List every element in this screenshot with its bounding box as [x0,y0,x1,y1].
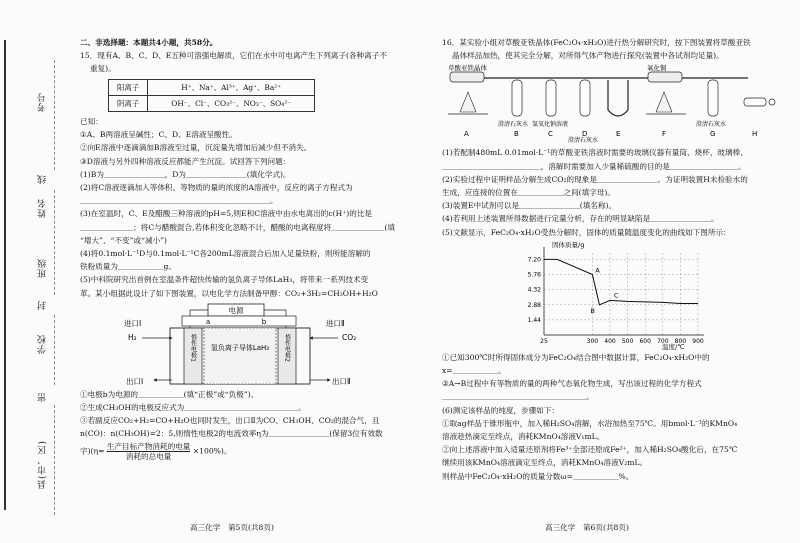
tube-b [512,80,522,116]
tube-d [580,80,590,116]
text-line: ①取ag样品于锥形瓶中，加入稀H₂SO₄溶解，水浴加热至75℃。用bmol·L⁻¹的KMnO₄ [442,418,738,428]
table-cell: 阳离子 [109,79,148,95]
heating-tube-a [450,72,484,82]
power-label: 电源 [228,305,244,315]
outlet-2-label: 出口Ⅱ [332,376,351,386]
text-line: ②向上述溶液中加入适量还原剂将Fe³⁺全部还原成Fe²⁺，加入稀H₂SO₄酸化后，在75℃ [442,445,738,455]
chart-y-tick-label: 1.44 [527,316,541,324]
terminal-a: a [205,317,211,326]
chart-annotation-b: B [590,306,595,315]
inlet-1-label: 进口Ⅰ [124,318,142,328]
chart-y-tick-label: 7.20 [527,256,541,264]
text-line: x=＿＿＿＿＿＿。 [442,366,506,376]
electrode1-label: 惰性电极1 [189,333,197,362]
section-heading: 二、非选择题：本题共4小题，共58分。 [80,38,218,47]
cut-line [54,405,55,515]
chart-xlabel: 温度/℃ [662,342,685,351]
tube-g [708,80,718,116]
conductor-layer [204,328,276,384]
chart-x-tick-label: 500 [621,337,634,345]
text-line: ②向E溶液中逐滴滴加B溶液至过量，沉淀量先增加后减少但不消失。 [80,143,312,153]
text-line: ①A、B两溶液呈碱性；C、D、E溶液呈酸性。 [80,130,237,140]
text-line: (4)将0.1mol·L⁻¹D与0.1mol·L⁻¹C各200mL溶液混合后加入足量铁粉，则所能溶解的 [80,249,371,259]
ion-table [108,79,315,112]
lime-water-d: 澄清石灰水 [568,137,599,145]
q15-stem: 15．现有A、B、C、D、E五种可溶强电解质，它们在水中可电离产生下列离子(各种离子不 [80,51,387,61]
chart-y-tick-label: 5.76 [527,271,541,279]
cut-line [54,315,55,385]
name-label: 姓名 [38,198,48,218]
text-line: (2)将C溶液逐滴加入等体积、等物质的量的浓度的A溶液中，反应的离子方程式为 [80,183,353,193]
county-label: 县(市、区) [38,440,48,490]
naoh-c: 氢氧化钠溶液 [532,121,569,129]
electrolysis-diagram [80,302,410,388]
table-row [109,79,315,95]
terminal-b: b [261,317,267,326]
chart-x-tick-label: 25 [540,337,548,345]
text-line: ①电极b为电源的＿＿＿＿＿＿(填“正极”或“负极”)。 [80,389,259,399]
exam-no-label: 考号 [38,92,48,112]
text-line: 生成，应连接的位置在＿＿＿＿＿＿之间(填字母)。 [442,188,615,198]
label-f: F [662,130,667,139]
text-line: 铁粉质量为＿＿＿＿＿＿g。 [80,262,176,272]
inlet-2-label: 进口Ⅱ [326,318,345,328]
page-footer-right: 高三化学 第6页(共8页) [545,523,629,532]
text-line: (6)测定该样品的纯度，步骤如下： [442,405,560,415]
text-line: ②A→B过程中有等物质的量的两种气态氧化物生成，写出该过程的化学方程式 [442,379,702,389]
text-line: 则样品中FeC₂O₄·xH₂O的质量分数ω=＿＿＿＿＿＿%。 [442,471,634,481]
label-c: C [548,130,553,139]
binding-margin [0,0,72,543]
chart-x-tick-label: 800 [674,337,687,345]
fraction-numerator: 生产目标产物消耗的电量 [106,441,191,451]
label-h: H [752,130,758,139]
text-line: (2)实验过程中证明样品分解生成CO₂的现象是＿＿＿＿＿＿＿＿。为证明装置H未检验水的 [442,174,748,184]
text-line: ＿＿＿＿＿＿＿＿＿＿＿＿＿＿＿＿＿＿＿。 [442,392,594,402]
burner-f [656,92,672,112]
text-line: (5)中科院研究出首例在室温条件超快传输的氢负离子导体LaH₃，将带来一系列技术变 [80,275,369,285]
text-line: (4)若利用上述装置所得数据进行定量分析，存在的明显缺陷是＿＿＿＿＿＿＿＿。 [442,214,719,224]
electrode2-label: 惰性电极2 [283,333,291,362]
text-line: ③D溶液与另外四种溶液反应都能产生沉淀。试回答下列问题： [80,156,291,166]
text-line: (3)装置E中试剂可以是＿＿＿＿＿＿＿＿(填名称)。 [442,201,617,211]
chart-y-tick-label: 2.88 [527,301,541,309]
text-line: “增大”、“不变”或“减小”) [80,235,168,245]
burner-a [460,92,476,112]
text-line: ③若副反应CO₂+H₂=CO+H₂O也同时发生，出口Ⅱ为CO、CH₃OH、CO₂的混合气，且 [80,416,380,426]
mass-temperature-chart [512,239,712,351]
chart-x-tick-label: 400 [604,337,616,345]
label-a: A [464,130,469,139]
outlet-1-label: 出口Ⅰ [126,376,144,386]
cuo-label: 氧化铜 [647,64,667,73]
q16-stem: 16．某实验小组对草酸亚铁晶体(FeC₂O₄·xH₂O)进行热分解研究时，按下图装置将草酸亚铁 [442,38,751,47]
table-cell: H⁺、Na⁺、Al³⁺、Ag⁺、Ba²⁺ [148,79,315,95]
text-line: 溶液趁热滴定至终点，消耗KMnO₄溶液V₁mL。 [442,432,605,442]
text-line: 继续用该KMnO₄溶液滴定至终点，消耗KMnO₄溶液V₂mL。 [442,458,648,468]
fraction-denominator: 消耗的总电量 [125,451,172,461]
lime-water-b: 澄清石灰水 [498,121,529,129]
fraction [107,442,191,461]
chart-ylabel: 固体质量/g [552,240,585,249]
text-line: (5)文献显示，FeC₂O₄·xH₂O受热分解时，固体的质量随温度变化的曲线如下图所示： [442,227,731,237]
cut-line [54,190,55,295]
school-label: 学校 [38,334,48,354]
text-line: ＿＿＿＿＿＿＿＿＿＿＿＿＿＿＿＿＿＿＿＿＿＿＿＿＿。 [80,196,278,206]
apparatus-diagram [442,62,787,146]
table-cell: OH⁻、Cl⁻、CO₃²⁻、NO₃⁻、SO₄²⁻ [148,95,315,111]
left-column [80,36,420,461]
crystal-label: 草酸亚铁晶体 [448,64,487,73]
text-line: ①已知300℃时所得固体成分为FeC₂O₄结合图中数据计算，FeC₂O₄·xH₂O中的 [442,352,710,362]
text-line: (3)在室温时，C、E及醋酸三种溶液的pH=5,则E和C溶液中由水电离出的c(H⁺)的比是 [80,209,372,219]
q16-stem: 晶体样品加热，使其完全分解，对所得气体产物进行探究(装置中各试剂均足量)。 [452,51,724,61]
chart-annotation-c: C [614,291,619,300]
text-line: 革。某小组据此设计了如下图装置，以电化学方法制备甲醇：CO₂+3H₂=CH₃OH+H₂O [80,288,378,298]
label-d: D [582,130,588,139]
line-mark: 线 [38,174,48,184]
chart-series-line [544,259,698,304]
dense-mark: 密 [38,392,48,402]
efficiency-formula [80,442,420,461]
label-b: B [514,130,519,139]
co2-label: CO₂ [342,332,357,342]
q15-stem: 重复)。 [90,64,116,74]
text-line: n(CO)：n(CH₃OH)=2：5,则惰性电极2的电流效率η为＿＿＿＿＿＿＿＿(保留3位有效数 [80,429,383,439]
chart-annotation-a: A [595,266,600,275]
chart-x-tick-label: 700 [657,337,669,345]
text-line: (1)若配制480mL 0.01mol·L⁻¹的草酸亚铁溶液时需要的玻璃仪器有量筒、烧杯、玻璃棒、 [442,148,748,158]
chart-x-tick-label: 600 [639,337,651,345]
chart-y-tick-label: 4.32 [527,286,541,294]
chart-x-tick-label: 300 [586,337,599,345]
cut-line [54,60,55,170]
text-line: ②生成CH₃OH的电极反应式为＿＿＿＿＿＿＿＿＿＿＿＿＿＿＿。 [80,403,306,413]
conductor-label: 氢负离子导体LaH₃ [210,343,270,352]
binding-bar [4,40,6,510]
class-label: 班级 [38,258,48,278]
label-e: E [616,130,621,139]
seal-mark: 封 [38,300,48,310]
text-line: (1)B为＿＿＿＿＿＿＿＿，D为＿＿＿＿＿＿＿＿(填化学式)。 [80,169,291,179]
u-tube-e [608,80,628,116]
page-footer-left: 高三化学 第5页(共8页) [190,523,274,532]
chart-x-tick-label: 900 [692,337,704,345]
text-line: ＿＿＿＿＿＿＿；将C与醋酸混合,若体积变化忽略不计，醋酸的电离程度将＿＿＿＿＿＿＿(填 [80,222,395,232]
label-g: G [710,130,716,139]
text-line: 已知： [80,117,103,127]
drying-tube-h [744,98,766,106]
text-line: ＿＿＿＿＿＿＿＿＿＿＿＿＿，溶解时需要加入少量稀硫酸的目的是＿＿＿＿＿＿＿＿＿。 [442,161,746,171]
right-column [442,36,792,483]
table-cell: 阴离子 [109,95,148,111]
lime-water-g: 澄清石灰水 [696,121,727,129]
formula-suffix: ×100%)。 [192,446,232,456]
formula-prefix: 字)(η= [80,446,105,456]
table-row [109,95,315,111]
heating-tube-f [648,72,682,82]
h2-label: H₂ [128,332,137,342]
tube-c [546,80,556,116]
